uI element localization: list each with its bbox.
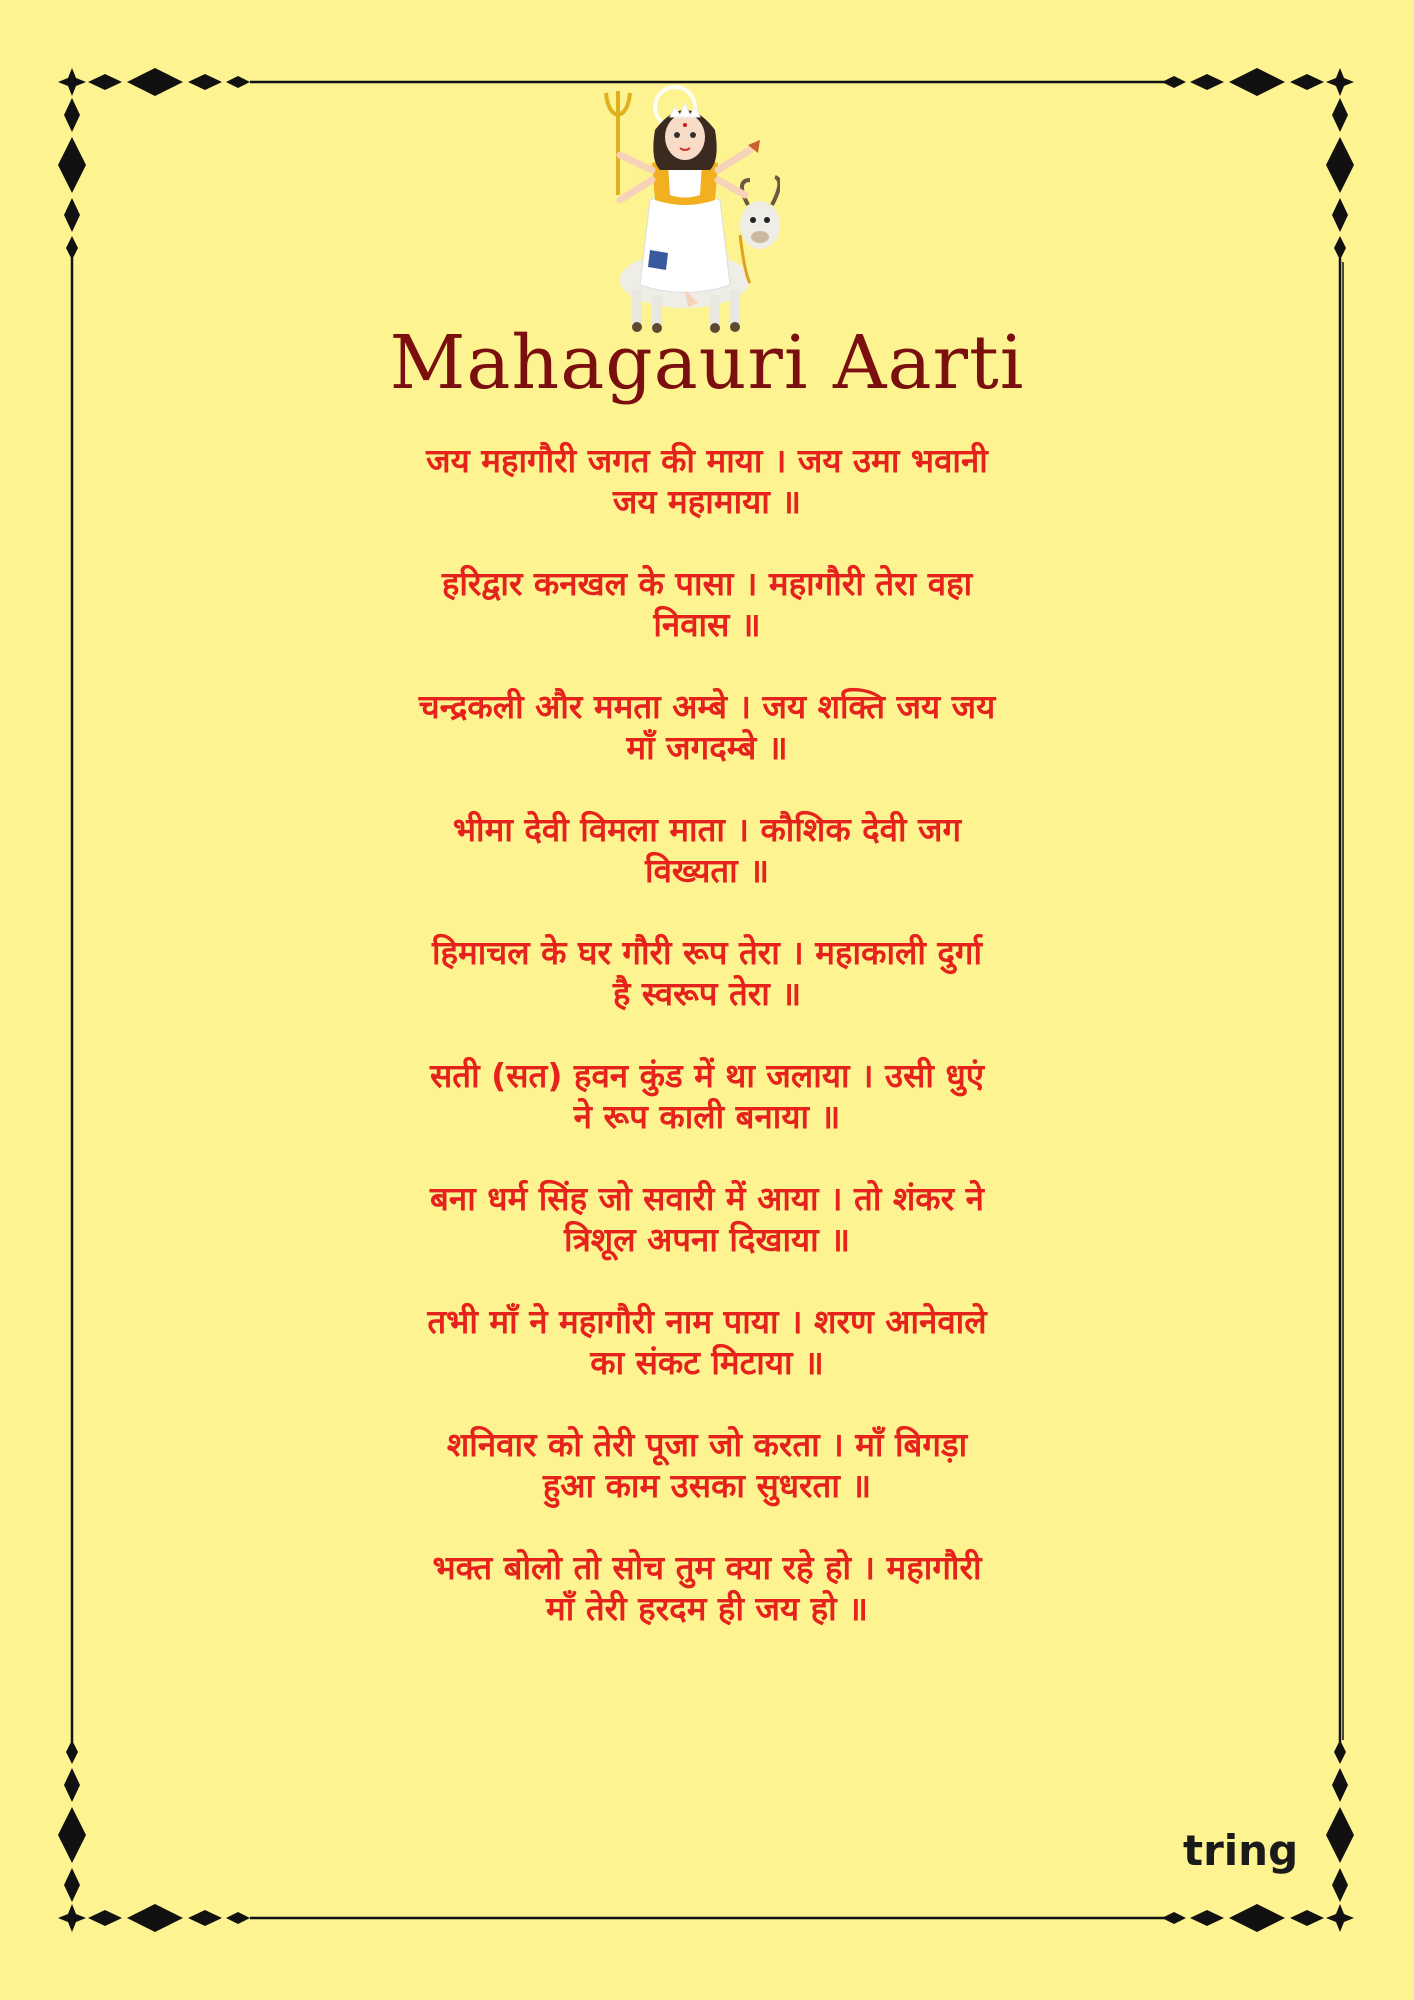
verse-line: भक्त बोलो तो सोच तुम क्या रहे हो । महागौरी xyxy=(432,1548,982,1587)
verse-1 xyxy=(300,440,1114,563)
verse-line: है स्वरूप तेरा ॥ xyxy=(612,974,802,1013)
verse-5 xyxy=(300,932,1114,1055)
verse-line: शनिवार को तेरी पूजा जो करता । माँ बिगड़ा xyxy=(446,1425,968,1464)
verse-2 xyxy=(300,563,1114,686)
corner-ornament-top-right xyxy=(1162,68,1354,260)
verse-line: तभी माँ ने महागौरी नाम पाया । शरण आनेवाले xyxy=(427,1302,987,1341)
verse-line: बना धर्म सिंह जो सवारी में आया । तो शंकर ने xyxy=(430,1179,984,1218)
verse-9 xyxy=(300,1424,1114,1547)
page-title: Mahagauri Aarti xyxy=(389,320,1025,406)
verse-line: जय महागौरी जगत की माया । जय उमा भवानी xyxy=(426,441,988,480)
goddess-mahagauri-on-bull-icon xyxy=(590,85,780,335)
verse-line: हुआ काम उसका सुधरता ॥ xyxy=(542,1466,872,1505)
verse-line: हरिद्वार कनखल के पासा । महागौरी तेरा वहा xyxy=(441,564,973,603)
verse-line: भीमा देवी विमला माता । कौशिक देवी जग xyxy=(452,810,962,849)
verse-line: त्रिशूल अपना दिखाया ॥ xyxy=(564,1220,850,1259)
corner-ornament-top-left xyxy=(58,68,250,260)
verse-7 xyxy=(300,1178,1114,1301)
verse-line: निवास ॥ xyxy=(653,605,761,644)
aarti-verses xyxy=(300,440,1114,1670)
tring-logo: tring xyxy=(1183,1826,1299,1875)
verse-line: ने रूप काली बनाया ॥ xyxy=(573,1097,841,1136)
verse-6 xyxy=(300,1055,1114,1178)
verse-4 xyxy=(300,809,1114,932)
verse-line: चन्द्रकली और ममता अम्बे । जय शक्ति जय जय xyxy=(418,687,996,726)
verse-line: माँ जगदम्बे ॥ xyxy=(626,728,788,767)
verse-line: विख्यता ॥ xyxy=(645,851,769,890)
verse-8 xyxy=(300,1301,1114,1424)
verse-line: जय महामाया ॥ xyxy=(612,482,802,521)
corner-ornament-bottom-left xyxy=(58,1740,250,1932)
verse-line: हिमाचल के घर गौरी रूप तेरा । महाकाली दुर्गा xyxy=(431,933,983,972)
verse-line: का संकट मिटाया ॥ xyxy=(590,1343,824,1382)
verse-line: माँ तेरी हरदम ही जय हो ॥ xyxy=(546,1589,868,1628)
verse-10 xyxy=(300,1547,1114,1670)
verse-3 xyxy=(300,686,1114,809)
verse-line: सती (सत) हवन कुंड में था जलाया । उसी धुएं xyxy=(430,1056,984,1095)
